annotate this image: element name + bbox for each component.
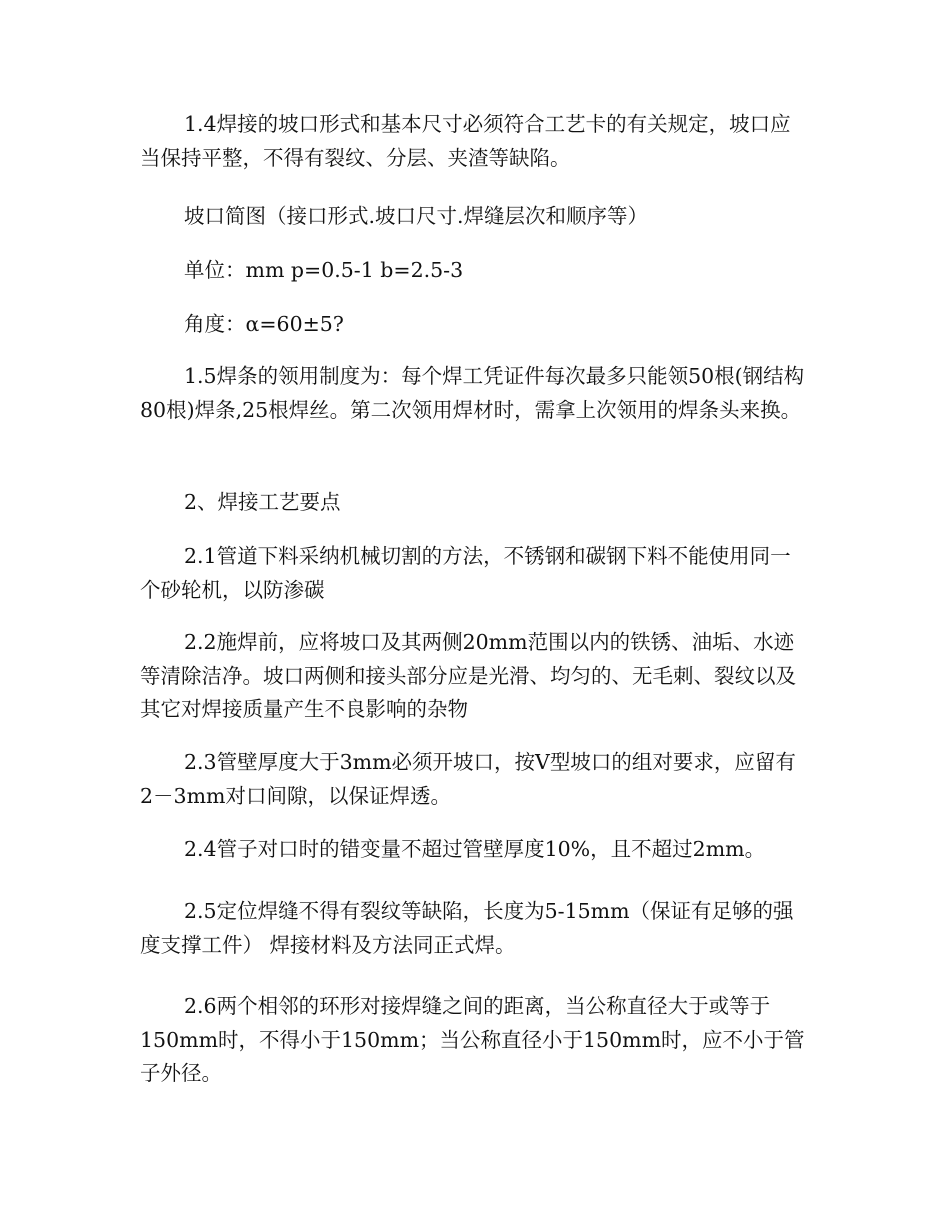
paragraph-1-5-electrode-policy: 1.5焊条的领用制度为：每个焊工凭证件每次最多只能领50根(钢结构80根)焊条,25根焊丝。第二次领用焊材时，需拿上次领用的焊条头来换。	[140, 364, 805, 422]
paragraph-1-4-groove-requirements: 1.4焊接的坡口形式和基本尺寸必须符合工艺卡的有关规定，坡口应当保持平整，不得有裂纹、分层、夹渣等缺陷。	[140, 112, 791, 170]
paragraph-2-5-tack-welds: 2.5定位焊缝不得有裂纹等缺陷，长度为5-15mm（保证有足够的强度支撑工件） 焊接材料及方法同正式焊。	[140, 899, 794, 957]
paragraph-angle: 角度：α=60±5?	[184, 312, 344, 336]
paragraph-2-4-misalignment: 2.4管子对口时的错变量不超过管壁厚度10%，且不超过2mm。	[184, 837, 766, 861]
paragraph-2-3-wall-thickness: 2.3管壁厚度大于3mm必须开坡口，按V型坡口的组对要求，应留有2－3mm对口间隙，以保证焊透。	[140, 750, 796, 808]
paragraph-2-6-weld-spacing: 2.6两个相邻的环形对接焊缝之间的距离，当公称直径大于或等于150mm时，不得小于150mm；当公称直径小于150mm时，应不小于管子外径。	[140, 994, 805, 1085]
paragraph-groove-sketch: 坡口简图（接口形式.坡口尺寸.焊缝层次和顺序等）	[184, 204, 649, 228]
paragraph-units: 单位：mm p=0.5-1 b=2.5-3	[184, 258, 464, 282]
paragraph-2-2-cleaning: 2.2施焊前，应将坡口及其两侧20mm范围以内的铁锈、油垢、水迹等清除洁净。坡口两侧和接头部分应是光滑、均匀的、无毛刺、裂纹以及其它对焊接质量产生不良影响的杂物	[140, 630, 796, 721]
section-heading-welding-process: 2、焊接工艺要点	[184, 490, 341, 514]
paragraph-2-1-cutting: 2.1管道下料采纳机械切割的方法，不锈钢和碳钢下料不能使用同一个砂轮机，以防渗碳	[140, 544, 791, 602]
